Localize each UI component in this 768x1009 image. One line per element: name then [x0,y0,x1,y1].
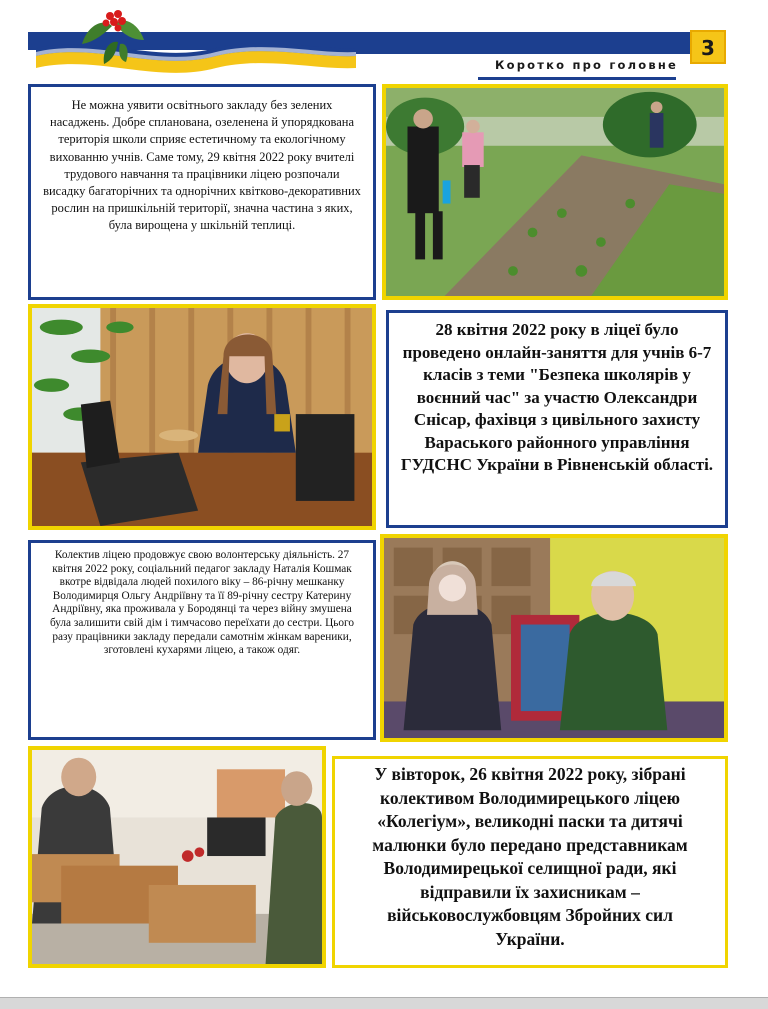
article-online-lesson-text: 28 квітня 2022 року в ліцеї було проведено онлайн-заняття для учнів 6-7 класів з теми "Безпека школярів у воєнний час" за участю Олександри Снісар, фахівця з цивільного захисту Вараського районного управління ГУДСНС України в Рівненській області. [386,310,728,528]
page-number: 3 [690,30,726,64]
section-title-underline [478,77,676,80]
article-planting-text: Не можна уявити освітнього закладу без зелених насаджень. Добре спланована, озеленена й упорядкована територія школи сприяє естетичному та екологічному вихованню учнів. Саме тому, 29 квітня 2022 року вчителі трудового навчання та працівники ліцею розпочали висадку багаторічних та однорічних квітково-декоративних рослин на пришкільній території, значна частина з яких, була вирощена у шкільній теплиці. [28,84,376,300]
page-bottom-edge [0,997,768,1009]
section-title: Коротко про головне [495,58,678,72]
viburnum-icon [74,4,154,68]
photo-easter-donation [28,746,326,968]
article-volunteer-text: Колектив ліцею продовжує свою волонтерську діяльність. 27 квітня 2022 року, соціальний педагог закладу Наталія Кошмак вкотре відвідала людей похилого віку – 86-річну мешканку Володимирця Ольгу Андріївну та її 89-річну сестру Катерину Андріївну, яка проживала у Бородянці та через війну змушена була залишити свій дім і тимчасово переїхати до сестри. Цього разу працівники закладу передали самотнім жінкам вареники, зготовлені кухарями ліцею, а також одяг. [28,540,376,740]
header-bar-lower [350,50,690,54]
photo-elderly-visit [380,534,728,742]
photo-planting-flowers [382,84,728,300]
photo-online-lesson [28,304,376,530]
article-easter-text: У вівторок, 26 квітня 2022 року, зібрані колективом Володимирецького ліцею «Колегіум», великодні паски та дитячі малюнки було передано представникам Володимирецької селищної ради, які відправили їх захисникам – військовослужбовцям Збройних сил України. [332,756,728,968]
